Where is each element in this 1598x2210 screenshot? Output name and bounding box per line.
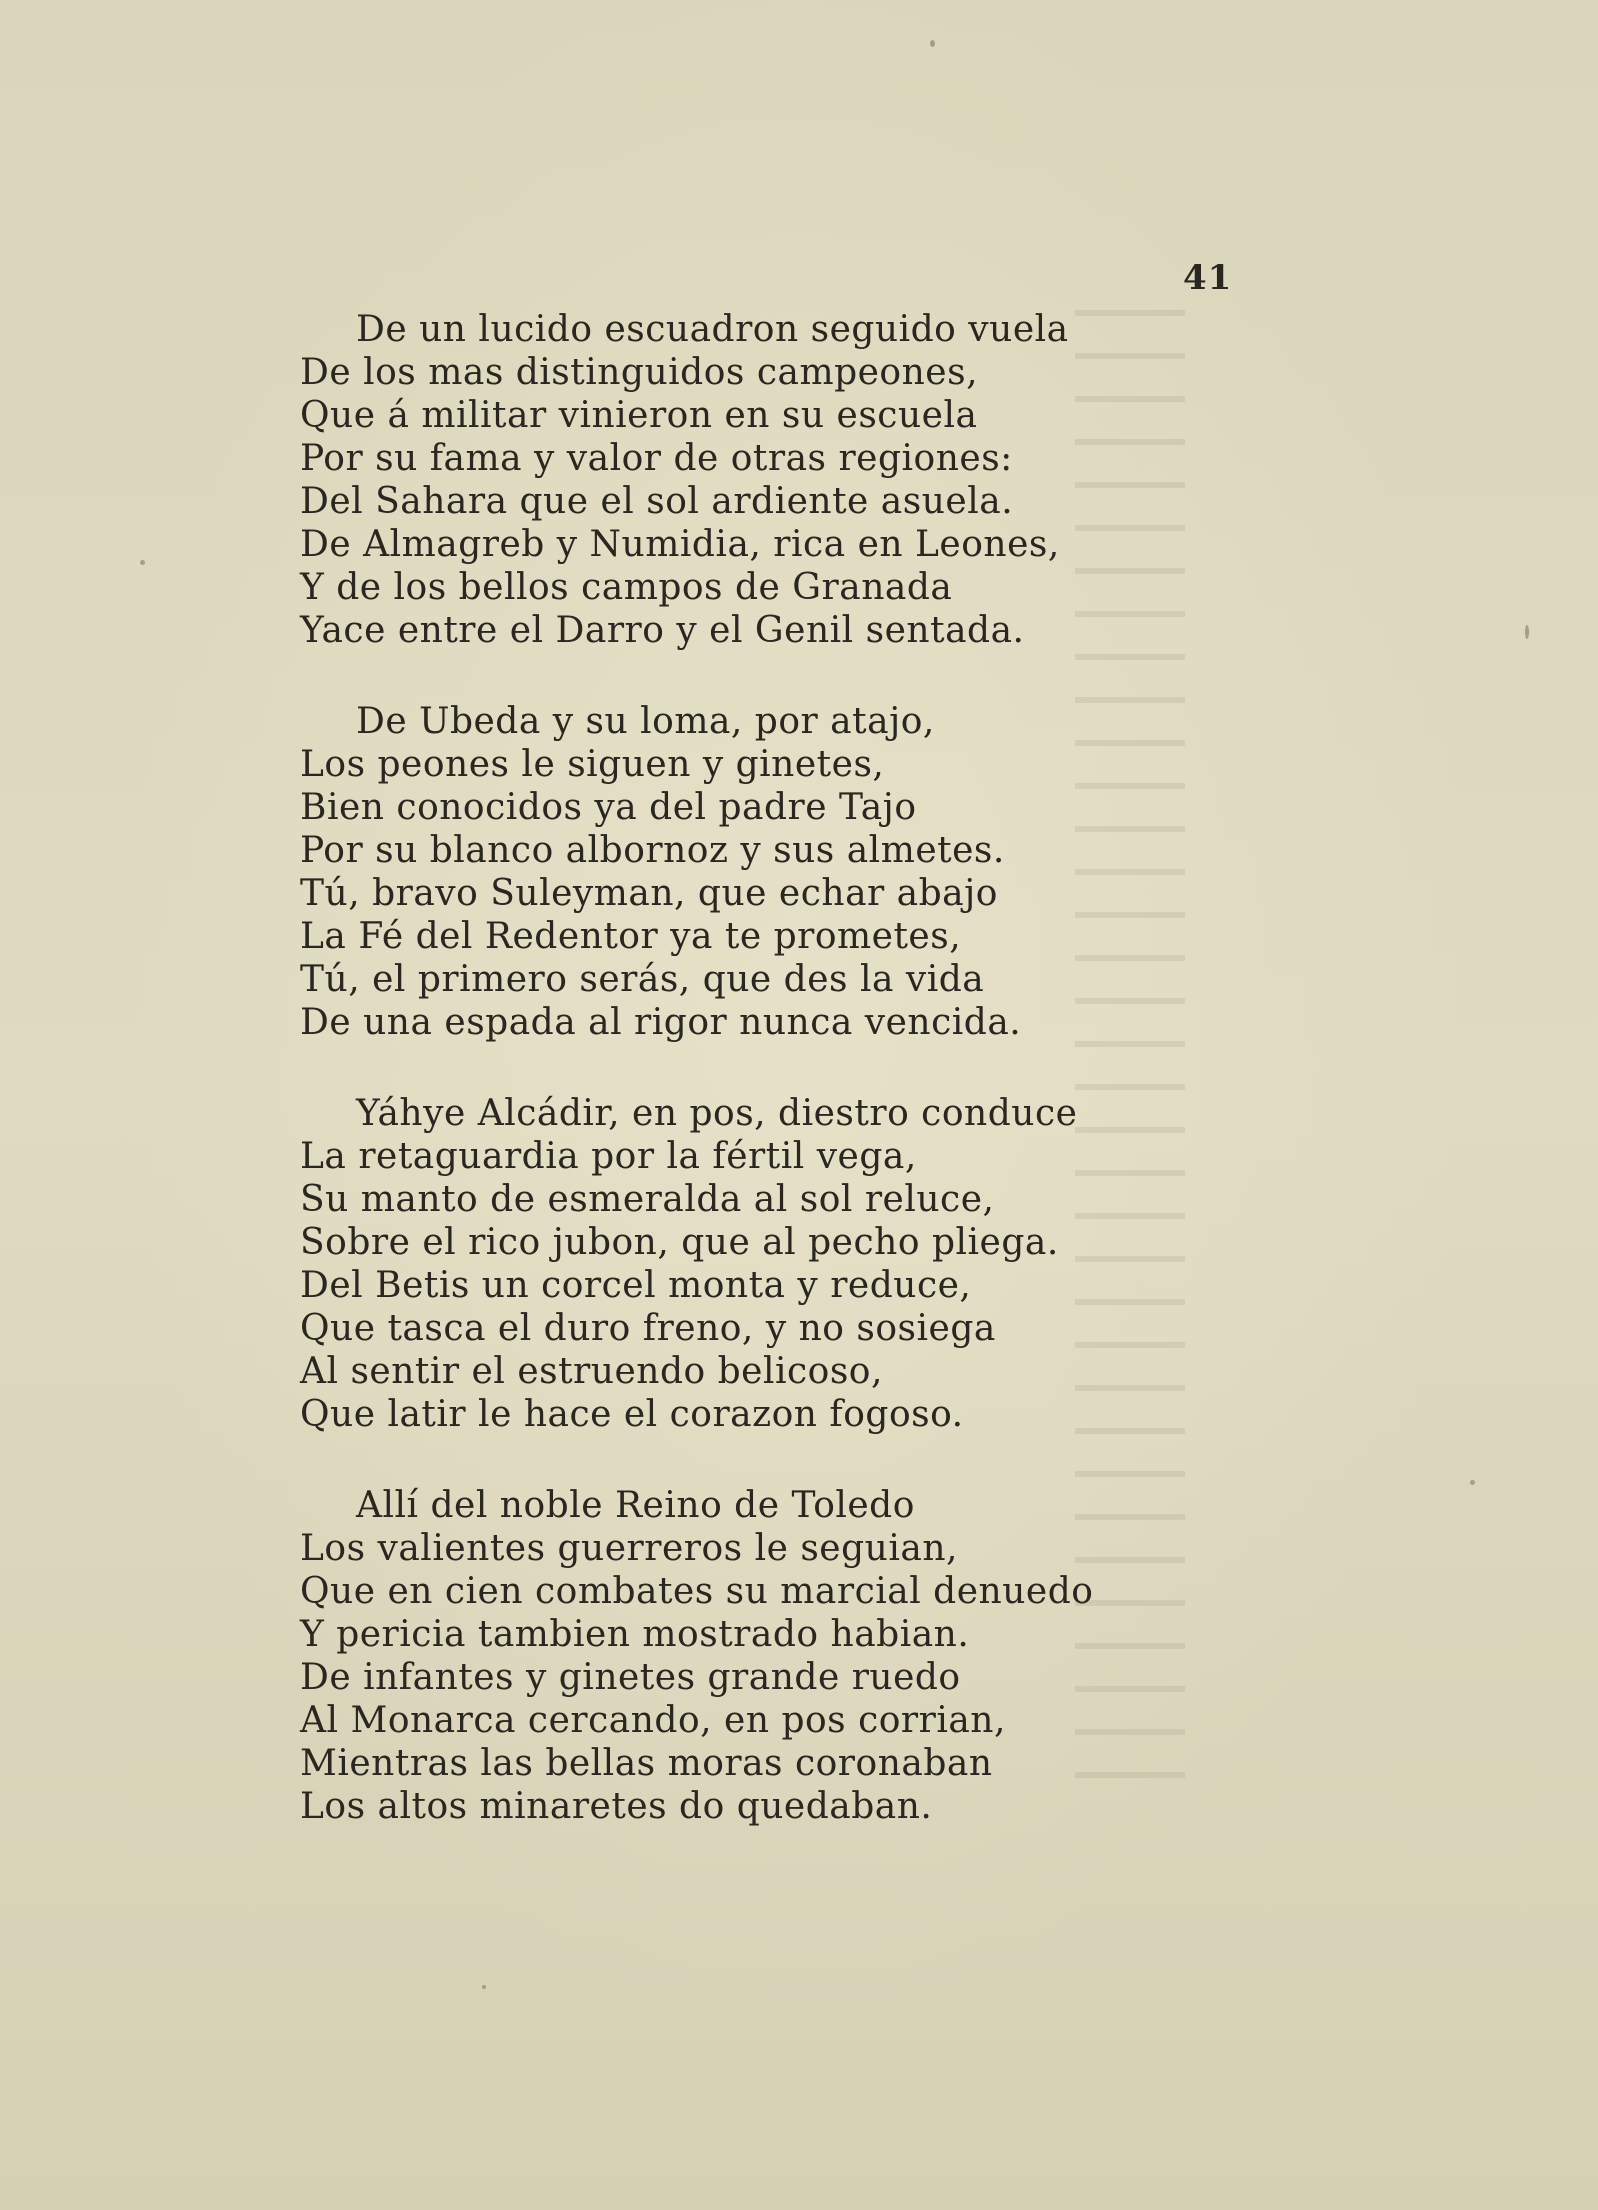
verse-line: Al Monarca cercando, en pos corrian, (300, 1700, 1006, 1741)
verse-line: De un lucido escuadron seguido vuela (356, 309, 1069, 350)
verse-line: Por su fama y valor de otras regiones: (300, 438, 1013, 479)
page-number: 41 (1183, 258, 1233, 298)
poem-text (300, 308, 1200, 1876)
verse-line: Allí del noble Reino de Toledo (356, 1485, 915, 1526)
verse-line: Y pericia tambien mostrado habian. (300, 1614, 970, 1655)
paper-speck (140, 560, 145, 565)
verse-line: Sobre el rico jubon, que al pecho pliega. (300, 1222, 1059, 1263)
verse-line: Mientras las bellas moras coronaban (300, 1743, 993, 1784)
verse-line: De infantes y ginetes grande ruedo (300, 1657, 961, 1698)
verse-line: Y de los bellos campos de Granada (300, 567, 953, 608)
verse-line: Los valientes guerreros le seguian, (300, 1528, 958, 1569)
verse-line: Por su blanco albornoz y sus almetes. (300, 830, 1005, 871)
verse-line: De una espada al rigor nunca vencida. (300, 1002, 1022, 1043)
verse-line: Yace entre el Darro y el Genil sentada. (300, 610, 1025, 651)
stanza-3 (300, 1092, 1200, 1436)
verse-line: La Fé del Redentor ya te prometes, (300, 916, 962, 957)
paper-speck (482, 1985, 486, 1989)
verse-line: Al sentir el estruendo belicoso, (300, 1351, 883, 1392)
verse-line: Que á militar vinieron en su escuela (300, 395, 978, 436)
stanza-2 (300, 700, 1200, 1044)
verse-line: Que latir le hace el corazon fogoso. (300, 1394, 964, 1435)
verse-line: De Almagreb y Numidia, rica en Leones, (300, 524, 1060, 565)
verse-line: De los mas distinguidos campeones, (300, 352, 979, 393)
verse-line: Tú, el primero serás, que des la vida (300, 959, 985, 1000)
stanza-4 (300, 1484, 1200, 1828)
verse-line: Yáhye Alcádir, en pos, diestro conduce (356, 1093, 1078, 1134)
verse-line: Los peones le siguen y ginetes, (300, 744, 885, 785)
verse-line: Del Betis un corcel monta y reduce, (300, 1265, 972, 1306)
verse-line: Su manto de esmeralda al sol reluce, (300, 1179, 995, 1220)
verse-line: Que en cien combates su marcial denuedo (300, 1571, 1094, 1612)
paper-speck (1525, 625, 1529, 639)
verse-line: Del Sahara que el sol ardiente asuela. (300, 481, 1014, 522)
verse-line: Los altos minaretes do quedaban. (300, 1786, 933, 1827)
verse-line: La retaguardia por la fértil vega, (300, 1136, 917, 1177)
paper-speck (930, 40, 935, 47)
verse-line: Bien conocidos ya del padre Tajo (300, 787, 917, 828)
verse-line: De Ubeda y su loma, por atajo, (356, 701, 935, 742)
stanza-1 (300, 308, 1200, 652)
paper-speck (1470, 1480, 1475, 1485)
verse-line: Tú, bravo Suleyman, que echar abajo (300, 873, 998, 914)
verse-line: Que tasca el duro freno, y no sosiega (300, 1308, 996, 1349)
